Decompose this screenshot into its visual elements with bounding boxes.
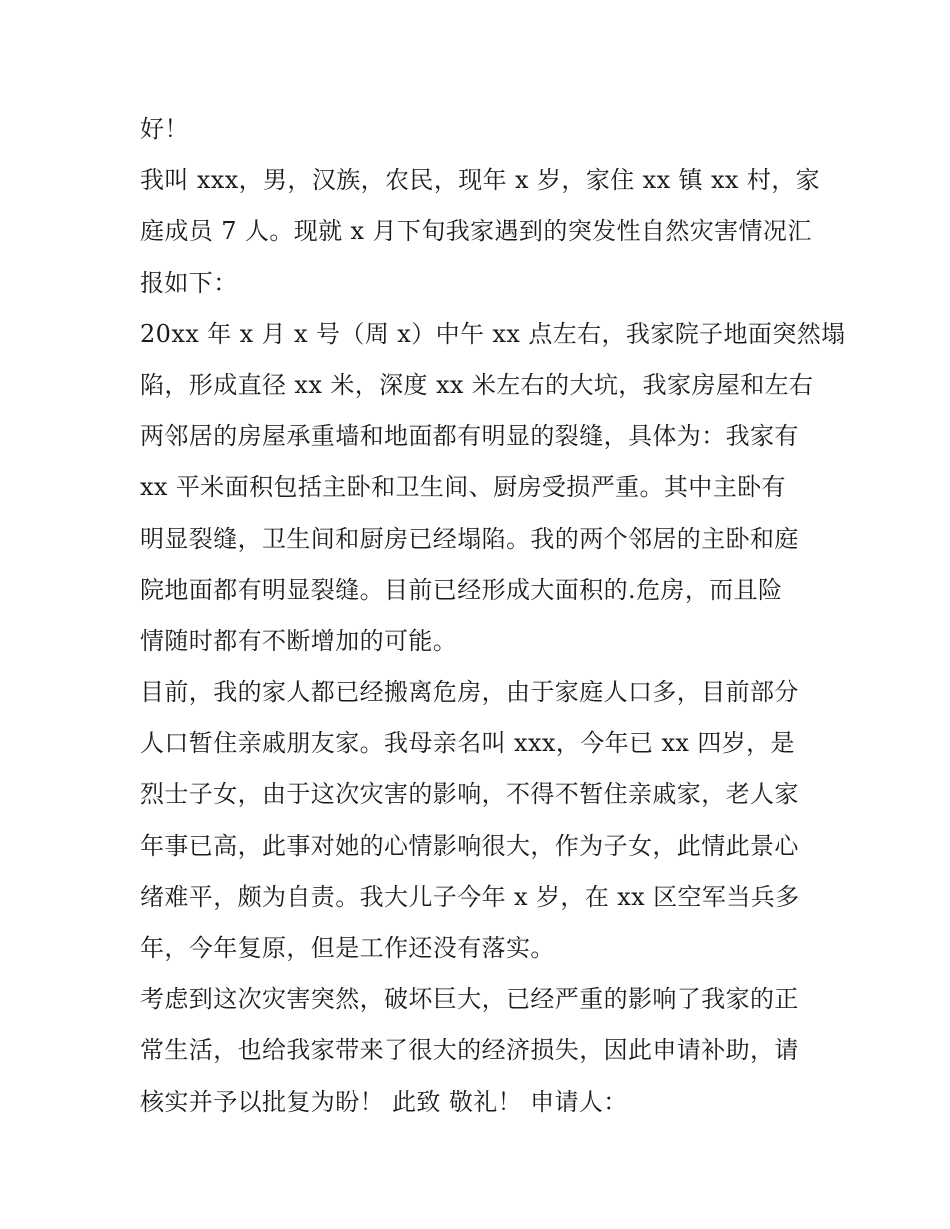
text-line: 我叫 xxx，男，汉族，农民，现年 x 岁，家住 xx 镇 xx 村，家 [140,166,821,195]
text-line: 明显裂缝，卫生间和厨房已经塌陷。我的两个邻居的主卧和庭 [140,524,799,553]
text-line: 核实并予以批复为盼！ 此致 敬礼！ 申请人： [140,1087,628,1116]
text-line: 目前，我的家人都已经搬离危房，由于家庭人口多，目前部分 [140,678,799,707]
document-body [140,104,846,1128]
text-line: 绪难平，颇为自责。我大儿子今年 x 岁，在 xx 区空军当兵多 [140,882,800,911]
text-line: 烈士子女，由于这次灾害的影响，不得不暂住亲戚家，老人家 [140,780,799,809]
text-line: 20xx 年 x 月 x 号（周 x）中午 xx 点左右，我家院子地面突然塌 [140,319,846,348]
text-line: 年，今年复原，但是工作还没有落实。 [140,934,555,962]
text-line: 人口暂住亲戚朋友家。我母亲名叫 xxx，今年已 xx 四岁，是 [140,729,795,758]
text-line: 考虑到这次灾害突然，破坏巨大，已经严重的影响了我家的正 [140,985,799,1014]
text-line: 年事已高，此事对她的心情影响很大，作为子女，此情此景心 [140,831,799,860]
text-line: 情随时都有不断增加的可能。 [140,626,458,655]
text-line: xx 平米面积包括主卧和卫生间、厨房受损严重。其中主卧有 [140,473,786,502]
text-line: 院地面都有明显裂缝。目前已经形成大面积的.危房，而且险 [140,575,783,604]
text-line: 常生活，也给我家带来了很大的经济损失，因此申请补助，请 [140,1036,799,1065]
text-line: 两邻居的房屋承重墙和地面都有明显的裂缝，具体为：我家有 [140,422,799,451]
text-line: 报如下： [140,268,238,297]
text-line: 好！ [140,115,189,143]
text-line: 庭成员 7 人。现就 x 月下旬我家遇到的突发性自然灾害情况汇 [140,217,812,246]
text-line: 陷，形成直径 xx 米，深度 xx 米左右的大坑，我家房屋和左右 [140,370,814,399]
